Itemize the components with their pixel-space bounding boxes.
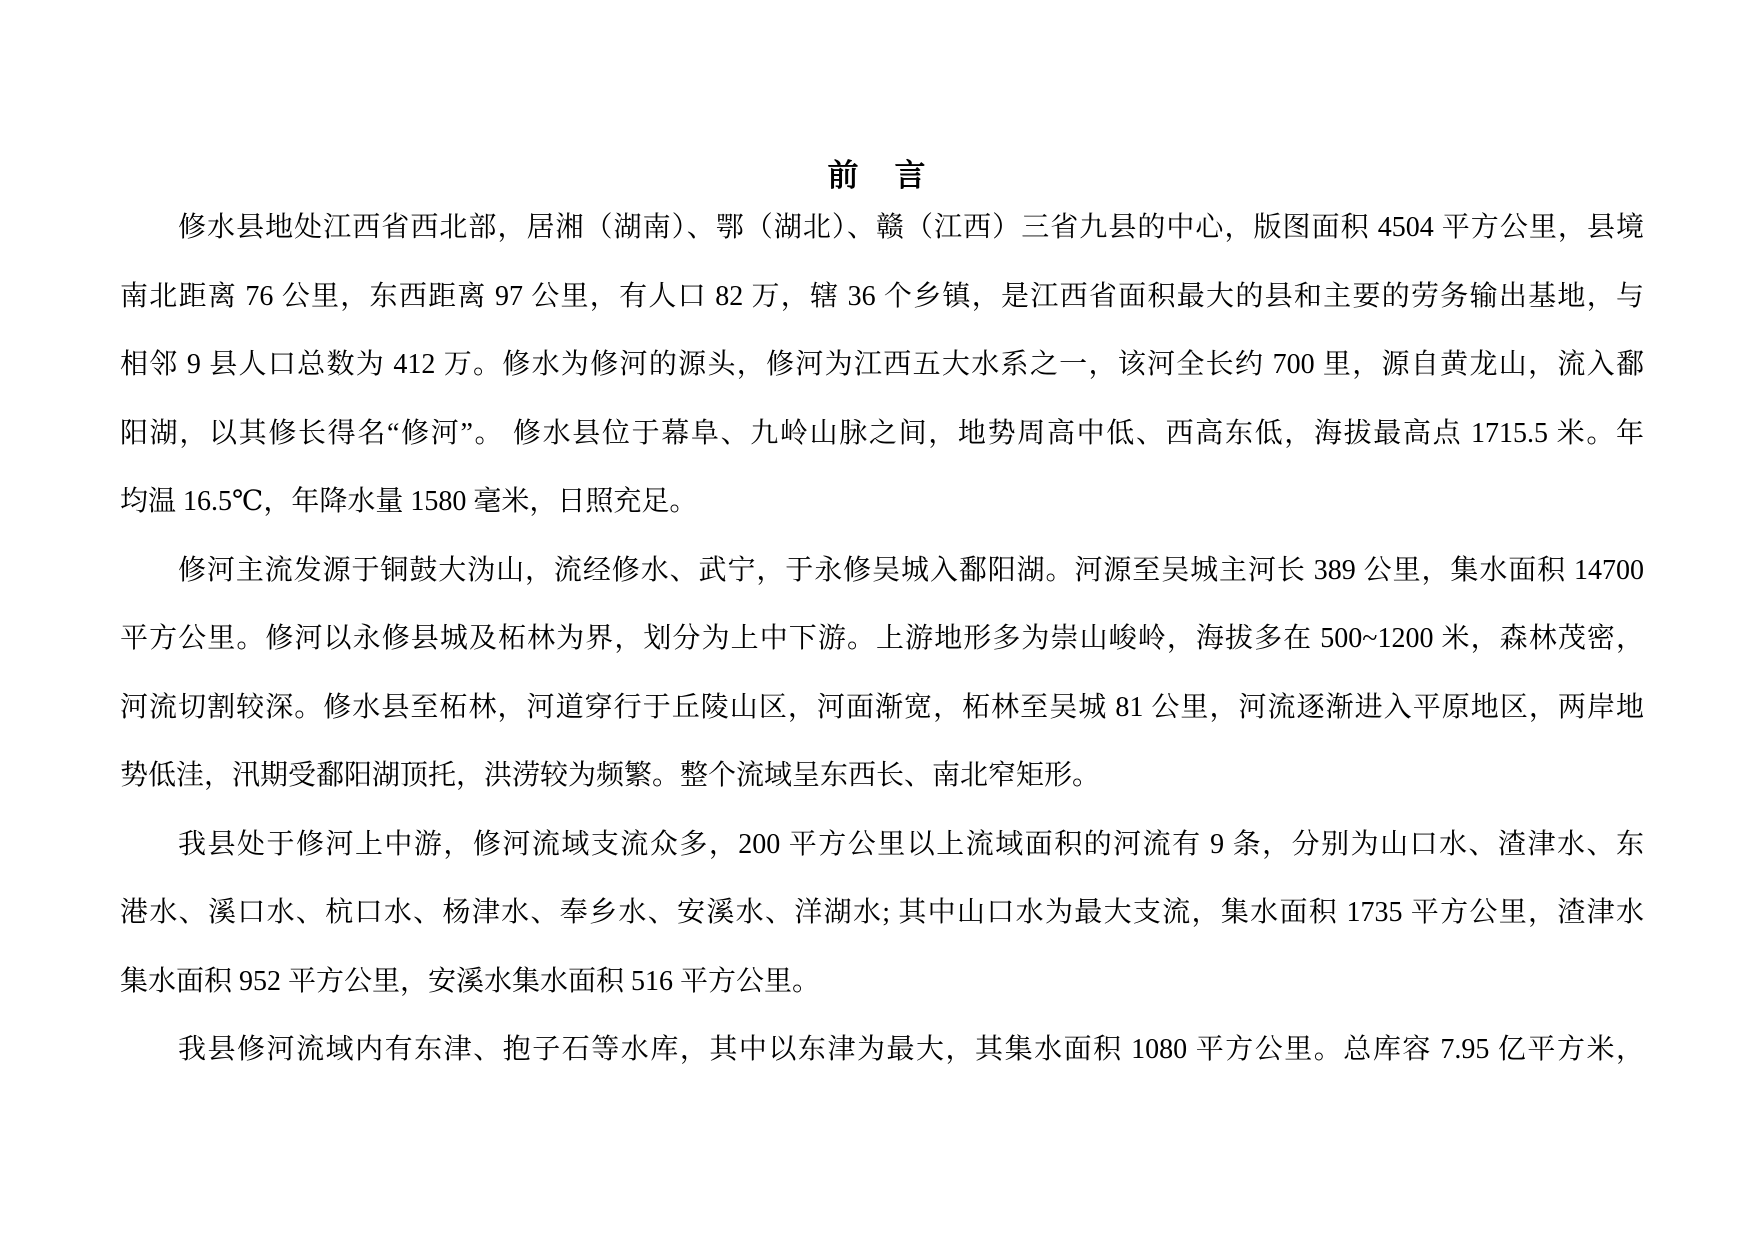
page-title (0, 150, 1753, 195)
document-body (120, 208, 1644, 1099)
title-char: 言 (894, 158, 926, 193)
text-line: 势低洼，汛期受鄱阳湖顶托，洪涝较为频繁。整个流域呈东西长、南北窄矩形。 (120, 760, 1101, 791)
paragraph-4 (120, 1030, 1644, 1099)
text-line: 我县处于修河上中游，修河流域支流众多，200 平方公里以上流域面积的河流有 9 条，分别为山口水、渣津水、东 (178, 828, 1644, 860)
text-line: 港水、溪口水、杭口水、杨津水、奉乡水、安溪水、洋湖水; 其中山口水为最大支流，集水面积 1735 平方公里，渣津水 (120, 897, 1644, 928)
text-line: 均温 16.5℃，年降水量 1580 毫米，日照充足。 (120, 486, 698, 517)
text-line: 河流切割较深。修水县至柘林，河道穿行于丘陵山区，河面渐宽，柘林至吴城 81 公里，河流逐渐进入平原地区，两岸地 (120, 691, 1644, 723)
title-char: 前 (827, 158, 859, 193)
paragraph-3 (120, 825, 1644, 1031)
text-line: 修水县地处江西省西北部，居湘（湖南）、鄂（湖北）、赣（江西）三省九县的中心，版图面积 4504 平方公里，县境 (178, 212, 1644, 243)
text-line: 平方公里。修河以永修县城及柘林为界，划分为上中下游。上游地形多为崇山峻岭，海拔多在 500~1200 米，森林茂密， (120, 623, 1644, 654)
paragraph-2 (120, 551, 1644, 825)
text-line: 相邻 9 县人口总数为 412 万。修水为修河的源头，修河为江西五大水系之一，该河全长约 700 里，源自黄龙山，流入鄱 (120, 349, 1644, 380)
text-line: 集水面积 952 平方公里，安溪水集水面积 516 平方公里。 (120, 965, 821, 997)
text-line: 南北距离 76 公里，东西距离 97 公里，有人口 82 万，辖 36 个乡镇，是江西省面积最大的县和主要的劳务输出基地，与 (120, 280, 1644, 312)
paragraph-1 (120, 208, 1644, 551)
text-line: 我县修河流域内有东津、抱子石等水库，其中以东津为最大，其集水面积 1080 平方公里。总库容 7.95 亿平方米， (178, 1034, 1644, 1065)
text-line: 阳湖，以其修长得名“修河”。 修水县位于幕阜、九岭山脉之间，地势周高中低、西高东低，海拔最高点 1715.5 米。年 (120, 417, 1644, 449)
text-line: 修河主流发源于铜鼓大沩山，流经修水、武宁，于永修吴城入鄱阳湖。河源至吴城主河长 389 公里，集水面积 14700 (178, 554, 1644, 586)
